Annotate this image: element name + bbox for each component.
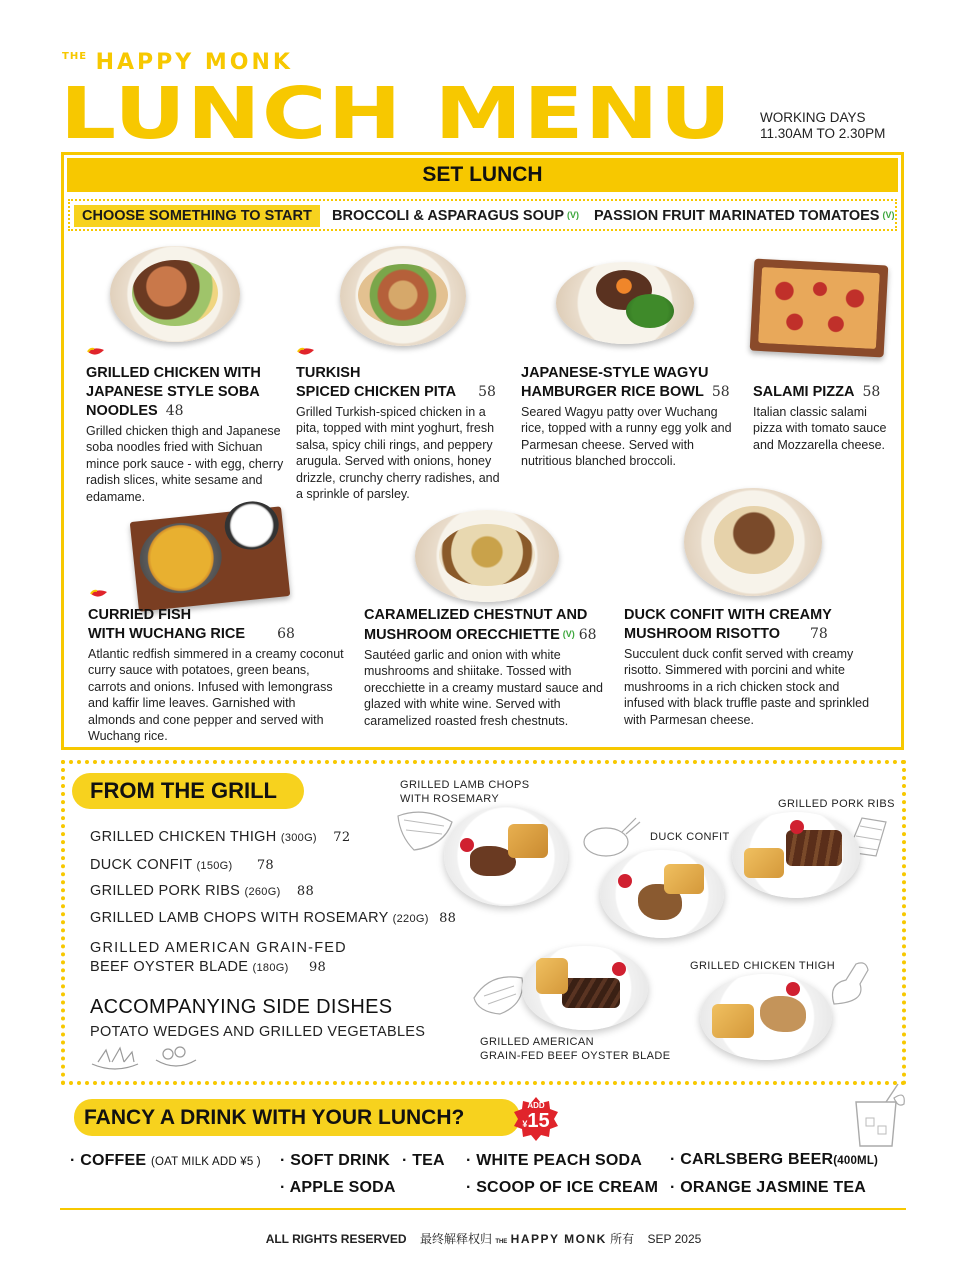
starter-name: BROCCOLI & ASPARAGUS SOUP [332,208,565,224]
footer [0,1230,967,1247]
dish-name: CURRIED FISH [88,607,192,623]
drinks-header: FANCY A DRINK WITH YOUR LUNCH? [74,1099,520,1136]
dish-description: Grilled Turkish-spiced chicken in a pita, topped with mint yoghurt, fresh salsa, spicy chili rings, and peppery arugula. Served with onions, honey drizzle, crunchy cherry radishes, and a sprinkle of parsley. [296,405,500,502]
grill-item-name: GRILLED PORK RIBS [90,883,241,899]
chicken-sketch-icon [826,958,872,1010]
drink-name: COFFEE [80,1152,147,1169]
dish-orecchiette [364,606,604,729]
dish-price: 68 [578,627,597,643]
footer-cn-1: 最终解释权归 [419,1232,492,1246]
set-lunch-header: SET LUNCH [67,158,898,192]
grill-item [90,829,350,845]
hours-line-1: WORKING DAYS [760,110,866,125]
dish-price: 58 [711,384,730,400]
dish-description: Seared Wagyu patty over Wuchang rice, topped with a runny egg yolk and Parmesan cheese. Served with nutritious blanched broccoli. [521,405,732,469]
grilled-vegetables-sketch-icon [154,1044,198,1072]
photo-label-chicken: GRILLED CHICKEN THIGH [690,960,836,972]
starter-item [332,208,579,224]
grill-item-name: GRILLED LAMB CHOPS WITH ROSEMARY [90,910,389,926]
footer-date: SEP 2025 [647,1232,702,1246]
potato-wedges-sketch-icon [90,1044,140,1074]
dish-name: SPICED CHICKEN PITA [296,384,457,400]
grill-item-price: 72 [333,830,351,845]
grill-item-weight: (260G) [244,886,281,898]
dish-description: Atlantic redfish simmered in a creamy coconut curry sauce with potatoes, green beans, carrots and onions. Infused with lemongrass and kaffir lime leaves. Garnished with almonds and cone pepper and served with Wuchang rice. [88,647,344,744]
dish-description: Sautéed garlic and onion with white mushrooms and shiitake. Tossed with orecchiette in a creamy mustard sauce and glazed with white wine. Served with caramelized roasted fresh chestnuts. [364,648,604,728]
orecchiette-image [415,510,559,602]
footer-cn-2: 所有 [610,1232,635,1246]
drink-name: APPLE SODA [289,1179,396,1196]
drink-glass-sketch-icon [846,1082,910,1152]
grill-item [90,910,456,926]
dish-price: 48 [165,403,184,419]
grill-item [90,883,314,899]
curried-fish-image [130,506,291,611]
beef-oyster-blade-plate-image [522,946,648,1030]
drink-name: CARLSBERG BEER [680,1151,834,1168]
drink-beer: · CARLSBERG BEER(400ML) [670,1151,879,1168]
drink-apple-soda: · APPLE SODA [280,1179,396,1196]
dish-description: Succulent duck confit served with creamy risotto. Simmered with porcini and white mushrooms in a rich chicken stock and infused with black truffle paste and sprinkled with Parmesan cheese. [624,647,870,727]
drink-note: (OAT MILK ADD ¥5 ) [150,1156,261,1168]
grill-item-name: GRILLED AMERICAN GRAIN-FED [90,940,347,956]
dish-price: 68 [277,626,295,642]
lamb-chops-plate-image [444,806,568,906]
dish-salami-pizza [753,383,893,453]
drink-note: (400ML) [833,1155,879,1167]
grill-item [90,939,347,978]
salami-pizza-image [750,259,889,358]
starter-row [68,199,897,231]
duck-confit-plate-image [600,850,724,938]
drink-name: WHITE PEACH SODA [476,1152,643,1169]
footer-rights: ALL RIGHTS RESERVED [265,1232,407,1246]
page-title: LUNCH MENU [60,72,733,155]
dish-name: TURKISH [296,365,361,381]
sides-title: ACCOMPANYING SIDE DISHES [90,996,393,1018]
duck-sketch-icon [578,812,642,860]
grill-item [90,857,274,873]
dish-turkish-pita [296,364,500,502]
photo-label-line: GRAIN-FED BEEF OYSTER BLADE [480,1050,671,1062]
spicy-chili-icon [296,346,316,358]
dish-name: MUSHROOM RISOTTO [624,626,781,642]
dish-price: 58 [478,384,496,400]
starter-item [594,208,894,224]
pork-ribs-plate-image [732,812,860,898]
turkish-pita-image [340,246,466,346]
brand-name: HAPPY MONK [95,50,293,75]
starter-label: CHOOSE SOMETHING TO START [74,205,320,227]
dish-name: HAMBURGER RICE BOWL [521,384,704,400]
dish-name: DUCK CONFIT WITH CREAMY [624,607,832,623]
dish-price: 58 [862,384,881,400]
badge-price-value: 15 [527,1110,550,1132]
grill-item-weight: (300G) [280,832,317,844]
grill-item-price: 88 [296,884,315,899]
drink-name: TEA [412,1152,445,1169]
grill-item-weight: (150G) [196,860,233,872]
dish-curried-fish [88,606,344,744]
drink-soft-drink: · SOFT DRINK [280,1152,390,1169]
chicken-thigh-plate-image [700,974,832,1060]
wagyu-rice-bowl-image [556,262,694,344]
photo-label-line: WITH ROSEMARY [400,793,500,805]
grill-item-price: 78 [256,858,275,873]
dish-name: CARAMELIZED CHESTNUT AND [364,607,588,623]
dish-duck-risotto [624,606,882,728]
drink-jasmine-tea: · ORANGE JASMINE TEA [670,1179,867,1196]
drink-name: SOFT DRINK [290,1152,390,1169]
dish-name: WITH WUCHANG RICE [88,626,246,642]
sides-text: POTATO WEDGES AND GRILLED VEGETABLES [90,1024,426,1040]
beef-sketch-icon [470,968,528,1018]
photo-label-line: GRILLED AMERICAN [480,1036,594,1048]
veg-tag: (V) [567,210,580,220]
badge-price [512,1110,560,1133]
veg-tag: (V) [882,210,895,220]
photo-label-ribs: GRILLED PORK RIBS [778,798,895,810]
grill-header: FROM THE GRILL [72,773,304,809]
dish-soba-noodles [86,364,286,505]
dish-name: SALAMI PIZZA [753,384,855,400]
dish-name: NOODLES [86,403,158,419]
footer-brand: HAPPY MONK [510,1232,607,1246]
grill-item-name: GRILLED CHICKEN THIGH [90,829,277,845]
dish-name: JAPANESE-STYLE WAGYU [521,365,709,381]
footer-the: THE [495,1239,508,1245]
dish-wagyu-rice-bowl [521,364,733,470]
duck-risotto-image [684,488,822,596]
grill-item-weight: (180G) [252,962,289,974]
footer-divider [60,1208,906,1210]
grill-item-price: 88 [439,911,457,926]
dish-name: MUSHROOM ORECCHIETTE [364,627,560,643]
drink-coffee: · COFFEE (OAT MILK ADD ¥5 ) [70,1152,261,1169]
dish-price: 78 [810,626,828,642]
dish-name: JAPANESE STYLE SOBA [86,384,260,400]
photo-label-lamb [400,778,529,806]
veg-tag: (V) [562,629,575,639]
drink-tea: · TEA [402,1152,445,1169]
working-hours [760,110,885,142]
grill-item-name: BEEF OYSTER BLADE [90,959,249,975]
spicy-chili-icon [89,588,109,600]
drink-name: ORANGE JASMINE TEA [680,1179,867,1196]
starter-name: PASSION FRUIT MARINATED TOMATOES [594,208,880,224]
grill-item-name: DUCK CONFIT [90,857,193,873]
hours-line-2: 11.30AM TO 2.30PM [760,126,886,141]
badge-add-text: ADD [527,1101,545,1110]
add-price-badge [512,1095,560,1143]
badge-currency: ¥ [522,1119,528,1129]
grill-item-price: 98 [308,960,327,975]
photo-label-line: GRILLED LAMB CHOPS [400,779,530,791]
photo-label-duck: DUCK CONFIT [650,831,730,843]
grill-item-weight: (220G) [392,913,429,925]
drink-white-peach-soda: · WHITE PEACH SODA [466,1152,643,1169]
dish-name: GRILLED CHICKEN WITH [86,365,261,381]
dish-description: Italian classic salami pizza with tomato sauce and Mozzarella cheese. [753,405,887,452]
soba-noodles-image [110,246,240,342]
photo-label-beef [480,1035,671,1063]
brand-the: THE [62,51,88,62]
drink-ice-cream: · SCOOP OF ICE CREAM [466,1179,659,1196]
drink-name: SCOOP OF ICE CREAM [476,1179,659,1196]
spicy-chili-icon [86,346,106,358]
dish-description: Grilled chicken thigh and Japanese soba noodles fried with Sichuan mince pork sauce - with egg, cherry radish slices, white sesame and edamame. [86,424,284,504]
